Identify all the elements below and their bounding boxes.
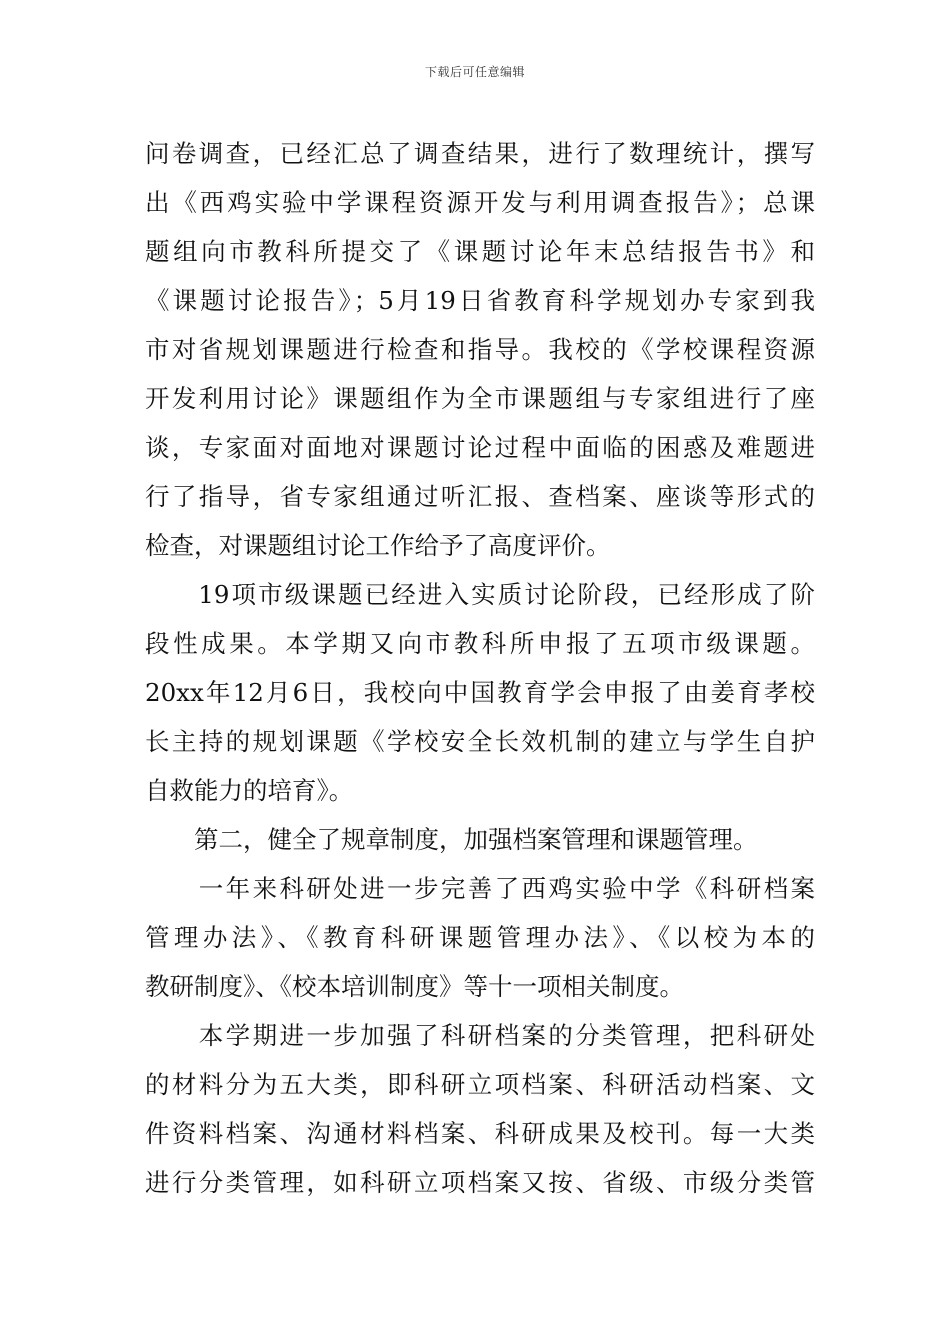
text-line: 谈，专家面对面地对课题讨论过程中面临的困惑及难题进	[145, 433, 815, 462]
paragraph-4	[145, 864, 815, 1011]
text-line: 管理办法》、《教育科研课题管理办法》、《以校为本的	[145, 923, 815, 952]
text-line: 本学期进一步加强了科研档案的分类管理，把科研处	[145, 1021, 815, 1050]
text-line: 《课题讨论报告》；5月19日省教育科学规划办专家到我	[145, 286, 815, 315]
paragraph-3	[145, 815, 815, 864]
page-header: 下载后可任意编辑	[424, 65, 525, 79]
paragraph-2	[145, 570, 815, 815]
text-line: 20xx年12月6日，我校向中国教育学会申报了由姜育孝校	[145, 678, 815, 707]
document-body	[145, 129, 815, 1207]
text-line: 检查，对课题组讨论工作给予了高度评价。	[145, 531, 611, 560]
text-line: 长主持的规划课题《学校安全长效机制的建立与学生自护	[145, 727, 815, 756]
text-line: 段性成果。本学期又向市教科所申报了五项市级课题。	[145, 629, 815, 658]
text-line: 行了指导，省专家组通过听汇报、查档案、座谈等形式的	[145, 482, 815, 511]
paragraph-1	[145, 129, 815, 570]
paragraph-5	[145, 1011, 815, 1207]
text-line: 出《西鸡实验中学课程资源开发与利用调查报告》；总课	[145, 188, 815, 217]
text-line: 的材料分为五大类，即科研立项档案、科研活动档案、文	[145, 1070, 815, 1099]
text-line: 件资料档案、沟通材料档案、科研成果及校刊。每一大类	[145, 1119, 815, 1148]
text-line: 自救能力的培育》。	[145, 776, 354, 805]
text-line: 教研制度》、《校本培训制度》等十一项相关制度。	[145, 972, 684, 1001]
text-line: 市对省规划课题进行检查和指导。我校的《学校课程资源	[145, 335, 815, 364]
text-line: 问卷调查，已经汇总了调查结果，进行了数理统计，撰写	[145, 139, 815, 168]
text-line: 进行分类管理，如科研立项档案又按、省级、市级分类管	[145, 1168, 815, 1197]
text-line: 第二，健全了规章制度，加强档案管理和课题管理。	[145, 825, 758, 854]
text-line: 开发利用讨论》课题组作为全市课题组与专家组进行了座	[145, 384, 815, 413]
text-line: 19项市级课题已经进入实质讨论阶段，已经形成了阶	[145, 580, 815, 609]
text-line: 题组向市教科所提交了《课题讨论年末总结报告书》和	[145, 237, 815, 266]
text-line: 一年来科研处进一步完善了西鸡实验中学《科研档案	[145, 874, 815, 903]
